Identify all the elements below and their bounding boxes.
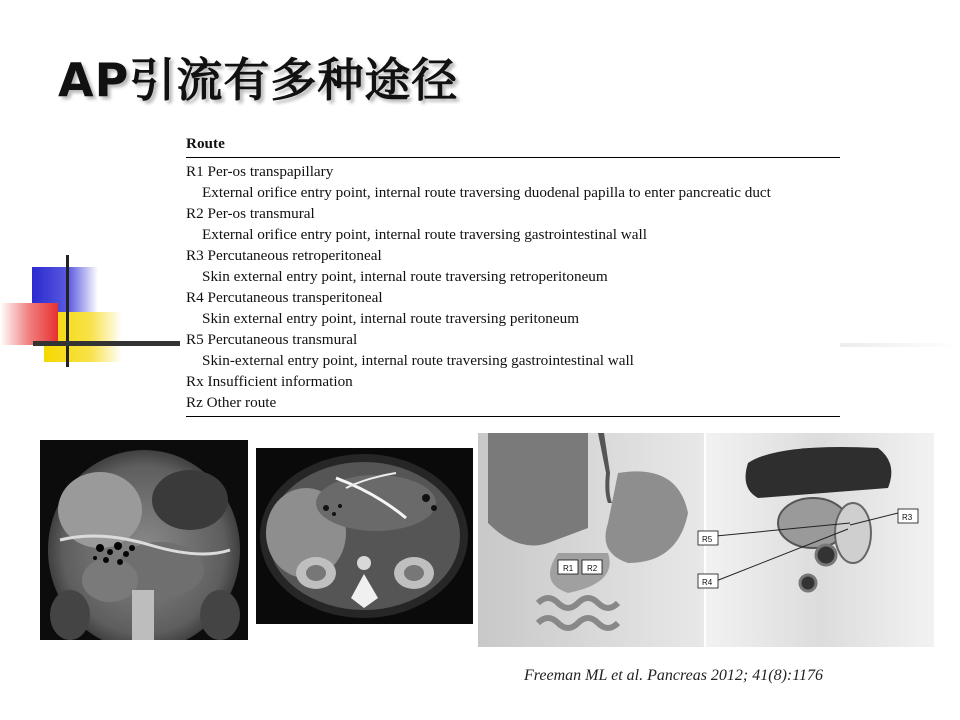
ct-axial-image — [256, 448, 473, 624]
table-header: Route — [186, 133, 840, 158]
table-row: R2 Per-os transmural — [186, 205, 315, 222]
label-r3: R3 — [902, 513, 913, 522]
table-bottom-rule — [186, 413, 840, 417]
slide-title: AP引流有多种途径 — [58, 53, 459, 107]
table-row: R5 Percutaneous transmural — [186, 331, 358, 348]
citation: Freeman ML et al. Pancreas 2012; 41(8):1176 — [524, 667, 824, 684]
table-row: External orifice entry point, internal route traversing duodenal papilla to enter pancreatic duct — [202, 184, 771, 201]
table-row: Skin external entry point, internal route traversing peritoneum — [202, 310, 580, 327]
decorative-squares — [0, 255, 180, 370]
routes-table — [186, 133, 840, 417]
table-row: Rz Other route — [186, 394, 277, 411]
horizontal-line — [33, 341, 180, 346]
table-row: Skin external entry point, internal route traversing retroperitoneum — [202, 268, 608, 285]
table-row: Skin-external entry point, internal route traversing gastrointestinal wall — [202, 352, 634, 369]
table-row: R4 Percutaneous transperitoneal — [186, 289, 383, 306]
table-row: External orifice entry point, internal route traversing gastrointestinal wall — [202, 226, 647, 243]
table-row: Rx Insufficient information — [186, 373, 353, 390]
label-r5: R5 — [702, 535, 713, 544]
label-r2: R2 — [587, 564, 598, 573]
label-r4: R4 — [702, 578, 713, 587]
decorative-fade-line — [840, 343, 960, 347]
red-square — [0, 303, 58, 345]
label-r1: R1 — [563, 564, 574, 573]
vertical-line — [66, 255, 69, 367]
ct-coronal-image — [40, 440, 248, 640]
table-row: R1 Per-os transpapillary — [186, 163, 334, 180]
table-row: R3 Percutaneous retroperitoneal — [186, 247, 382, 264]
anatomy-diagram — [478, 433, 934, 647]
